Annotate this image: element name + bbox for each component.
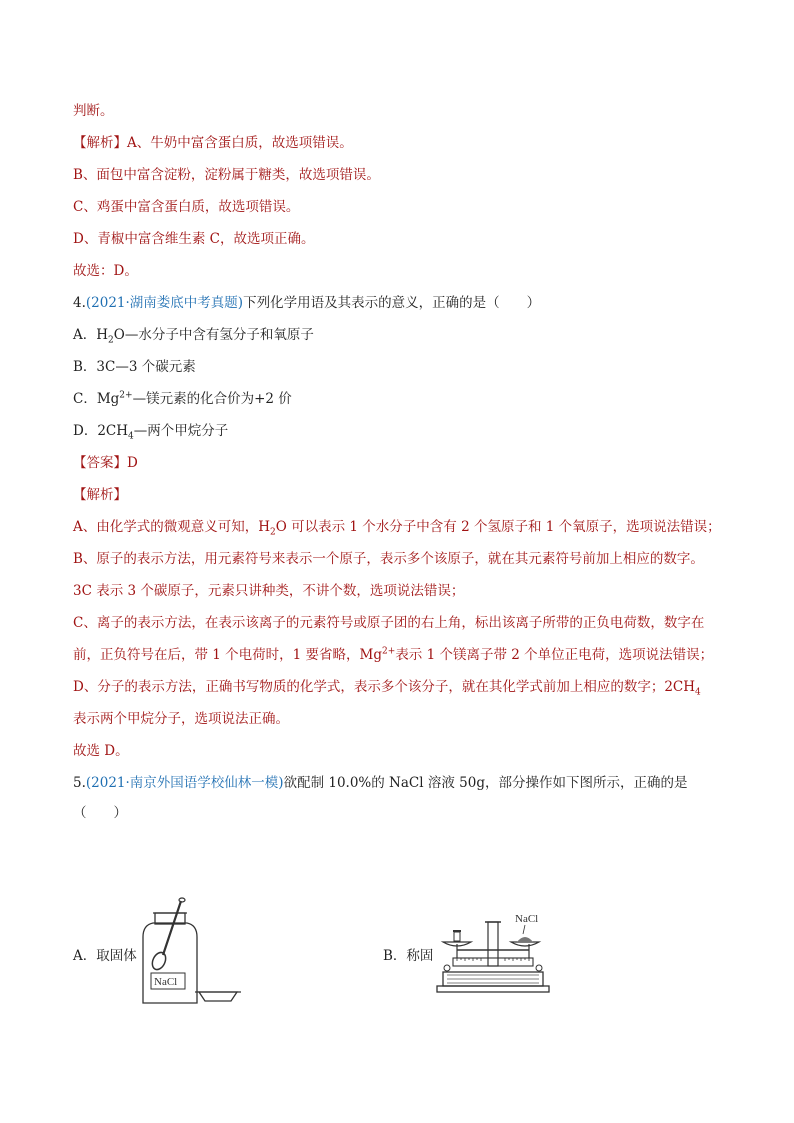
q3-analysis-line: [73, 133, 734, 153]
q4-analysis-4: C、离子的表示方法，在表示该离子的元素符号或原子团的右上角，标出该离子所带的正负电荷数，数字在: [73, 615, 705, 631]
answer-value: D: [127, 455, 138, 471]
an5-sup: 2+: [382, 646, 396, 657]
q4-c-pre: C．Mg: [73, 391, 120, 407]
q3-line-5: 故选：D。: [73, 263, 138, 279]
q4-analysis-2: B、原子的表示方法，用元素符号来表示一个原子，表示多个该原子，就在其元素符号前加上相应的数字。: [73, 551, 704, 567]
an5-post: 表示 1 个镁离子带 2 个单位正电荷，选项说法错误；: [395, 647, 714, 663]
an6-pre: D、分子的表示方法，正确书写物质的化学式，表示多个该分子，就在其化学式前加上相应的数字；2CH: [73, 679, 696, 695]
q4-analysis-tag: 【解析】: [73, 487, 127, 503]
q5-stem: [73, 773, 734, 793]
q4-option-c: [73, 389, 734, 409]
q4-option-d: [73, 421, 734, 441]
reagent-bottle-illustration: [135, 895, 245, 1010]
q4-number: 4.: [73, 295, 86, 311]
an5-pre: 前，正负符号在后，带 1 个电荷时，1 要省略，Mg: [73, 647, 383, 663]
q4-answer: [73, 453, 734, 473]
q3-line-2: B、面包中富含淀粉，淀粉属于糖类，故选项错误。: [73, 167, 380, 183]
q3-line-4: D、青椒中富含维生素 C，故选项正确。: [73, 231, 315, 247]
q4-stem: [73, 293, 734, 313]
bottle-label: NaCl: [154, 976, 178, 988]
q4-analysis-5: [73, 645, 734, 665]
an1-post: O 可以表示 1 个水分子中含有 2 个氢原子和 1 个氧原子，选项说法错误；: [275, 519, 721, 535]
q4-c-post: —镁元素的化合价为+2 价: [132, 391, 292, 407]
q5-stem-text: 欲配制 10.0%的 NaCl 溶液 50g，部分操作如下图所示，正确的是: [283, 775, 688, 791]
q3-line-3: C、鸡蛋中富含蛋白质，故选项错误。: [73, 199, 300, 215]
answer-tag: 【答案】: [73, 455, 127, 471]
q4-analysis-6: [73, 677, 734, 697]
analysis-tag: 【解析】: [73, 135, 127, 151]
q4-option-a: [73, 325, 734, 345]
q4-c-sup: 2+: [119, 390, 133, 401]
q3-line-0: 判断。: [73, 103, 114, 119]
q4-a-pre: A．H: [73, 327, 109, 343]
q5-source: (2021·南京外国语学校仙林一模): [85, 775, 284, 791]
q4-a-post: O—水分子中含有氢分子和氧原子: [113, 327, 314, 343]
q4-d-sub: 4: [128, 431, 134, 442]
q5-option-b-label: B．称固: [383, 948, 434, 964]
analysis-text: A、牛奶中富含蛋白质，故选项错误。: [127, 135, 353, 151]
balance-scale-illustration: [435, 908, 553, 1000]
q4-analysis-7: 表示两个甲烷分子，选项说法正确。: [73, 711, 289, 727]
q4-d-pre: D．2CH: [73, 423, 129, 439]
q4-analysis-1: [73, 517, 734, 537]
q4-option-b: B．3C—3 个碳元素: [73, 359, 196, 375]
q4-a-sub: 2: [108, 335, 114, 346]
pan-label: NaCl: [515, 913, 539, 925]
q5-option-a-label: A．取固体: [73, 948, 137, 964]
an6-sub: 4: [695, 687, 701, 698]
an1-sub: 2: [270, 527, 276, 538]
q4-d-post: —两个甲烷分子: [133, 423, 229, 439]
q5-number: 5.: [73, 775, 86, 791]
q4-stem-text: 下列化学用语及其表示的意义，正确的是（ ）: [243, 295, 541, 311]
q4-source: (2021·湖南娄底中考真题): [85, 295, 244, 311]
q5-stem-cont: （ ）: [73, 805, 127, 821]
an1-pre: A、由化学式的微观意义可知，H: [73, 519, 271, 535]
q4-conclusion: 故选 D。: [73, 743, 129, 759]
q4-analysis-3: 3C 表示 3 个碳原子，元素只讲种类，不讲个数，选项说法错误；: [73, 583, 465, 599]
